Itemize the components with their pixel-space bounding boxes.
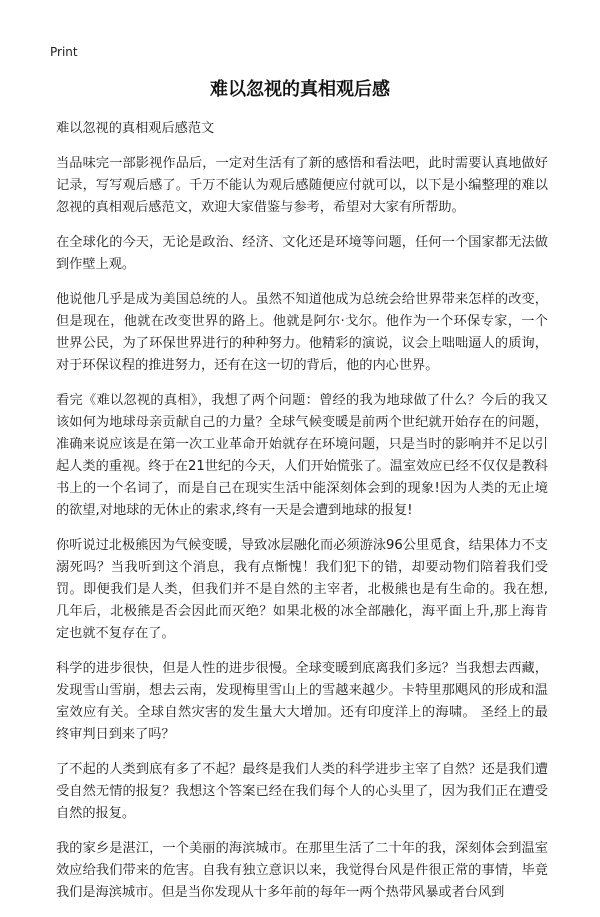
print-link[interactable]: Print: [50, 45, 78, 59]
paragraph-5: 你听说过北极熊因为气候变暖，导致冰层融化而必须游泳96公里觅食，结果体力不支溺死吗？当我听到这个消息，我有点惭愧！我们犯下的错，却要动物们陪着我们受罚。即便我们是人类，但我们并不是自然的主宰者，北极熊也是有生命的。我在想,几年后，北极熊是否会因此而灭绝？如果北极的冰全部融化，海平面上升,那上海肯定也就不复存在了。: [56, 538, 548, 641]
paragraph-7: 了不起的人类到底有多了不起？最终是我们人类的科学进步主宰了自然？还是我们遭受自然无情的报复？我想这个答案已经在我们每个人的心头里了，因为我们正在遭受自然的报复。: [56, 762, 548, 821]
document-title: 难以忽视的真相观后感: [210, 79, 390, 100]
paragraph-3: 他说他几乎是成为美国总统的人。虽然不知道他成为总统会给世界带来怎样的改变，但是现在，他就在改变世界的路上。他就是阿尔·戈尔。他作为一个环保专家，一个世界公民，为了环保世界进行的种种努力。他精彩的演说，议会上咄咄逼人的质询，对于环保议程的推进努力，还有在这一切的背后，他的内心世界。: [56, 292, 548, 373]
document-subtitle: 难以忽视的真相观后感范文: [56, 121, 215, 136]
paragraph-8: 我的家乡是湛江，一个美丽的海滨城市。在那里生活了二十年的我，深刻体会到温室效应给我们带来的危害。自我有独立意识以来，我觉得台风是件很正常的事情，毕竟我们是海滨城市。但是当你发现从十多年前的每年一两个热带风暴或者台风到: [56, 841, 548, 900]
document-body: [56, 118, 548, 917]
paragraph-4: 看完《难以忽视的真相》，我想了两个问题：曾经的我为地球做了什么？今后的我又该如何为地球母亲贡献自己的力量？全球气候变暖是前两个世纪就开始存在的问题，准确来说应该是在第一次工业革命开始就存在环境问题，只是当时的影响并不足以引起人类的重视。终于在21世纪的今天，人们开始慌张了。温室效应已经不仅仅是教科书上的一个名词了，而是自己在现实生活中能深刻体会到的现象!因为人类的无止境的欲望,对地球的无休止的索求,终有一天是会遭到地球的报复!: [56, 393, 548, 518]
paragraph-6: 科学的进步很快，但是人性的进步很慢。全球变暖到底离我们多远？当我想去西藏，发现雪山雪崩，想去云南，发现梅里雪山上的雪越来越少。卡特里那飓风的形成和温室效应有关。全球自然灾害的发生量大大增加。还有印度洋上的海啸。 圣经上的最终审判日到来了吗？: [56, 661, 548, 742]
paragraph-2: 在全球化的今天，无论是政治、经济、文化还是环境等问题，任何一个国家都无法做到作壁上观。: [56, 235, 548, 272]
paragraph-1: 当品味完一部影视作品后，一定对生活有了新的感悟和看法吧，此时需要认真地做好记录，写写观后感了。千万不能认为观后感随便应付就可以，以下是小编整理的难以忽视的真相观后感范文，欢迎大家借鉴与参考，希望对大家有所帮助。: [56, 156, 548, 215]
